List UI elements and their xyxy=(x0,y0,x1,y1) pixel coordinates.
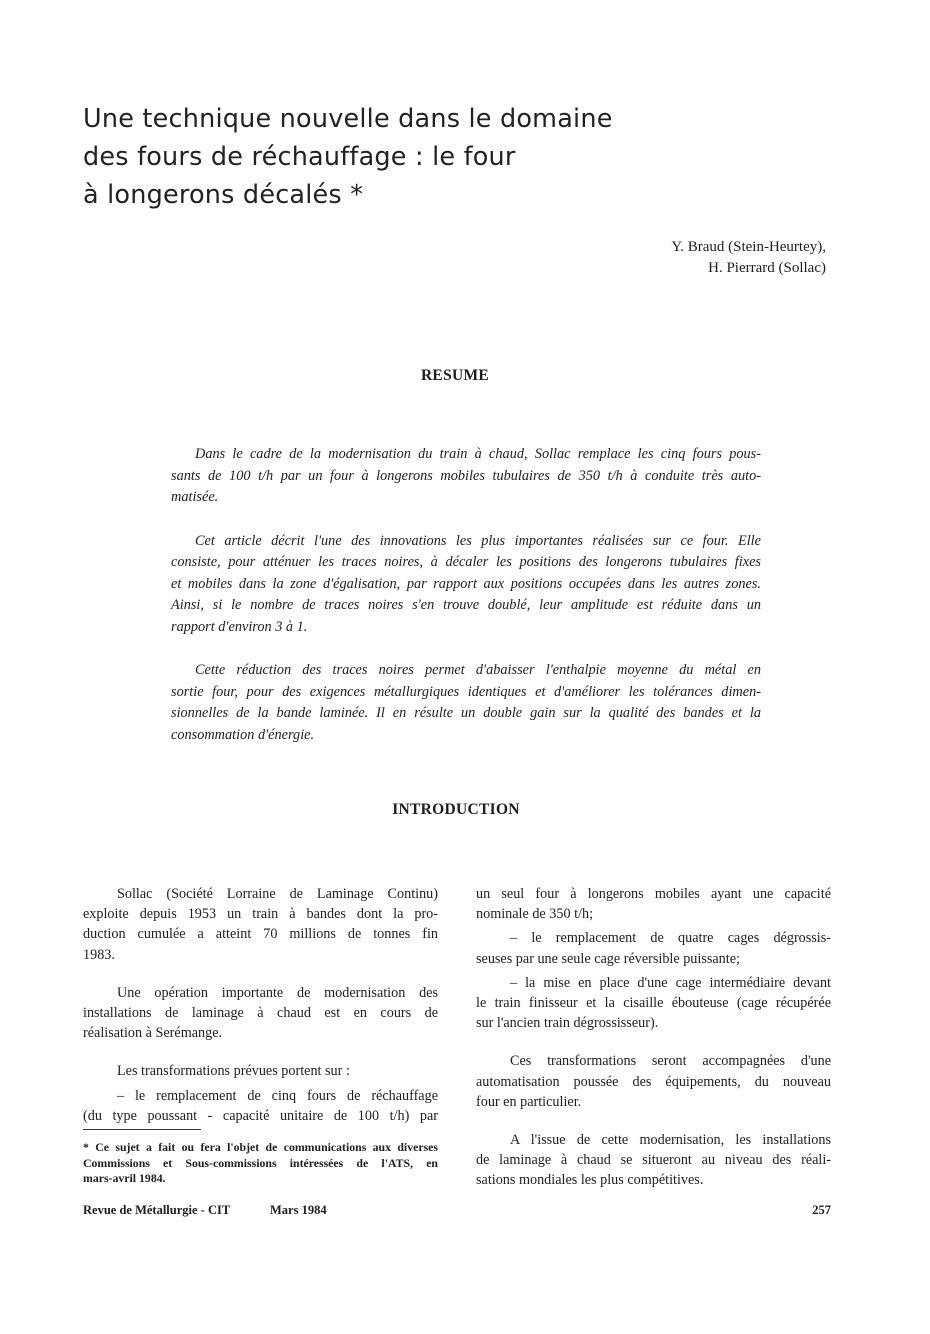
text-line: matisée. xyxy=(171,489,219,505)
footnote-line: Commissions et Sous-commissions intéressées de l'ATS, en xyxy=(83,1155,438,1170)
text-line: sants de 100 t/h par un four à longerons mobiles tubulaires de 350 t/h à conduite très auto- xyxy=(171,467,761,484)
body-paragraph xyxy=(476,884,831,924)
abstract-paragraph xyxy=(171,444,761,509)
text-line: et mobiles dans la zone d'égalisation, par rapport aux positions occupées dans les autres zones. xyxy=(171,575,761,592)
text-line: installations de laminage à chaud est en cours de xyxy=(83,1005,438,1022)
resume-heading: RESUME xyxy=(420,367,490,384)
text-line: Dans le cadre de la modernisation du train à chaud, Sollac remplace les cinq fours pous- xyxy=(195,446,761,462)
body-paragraph xyxy=(83,1061,438,1081)
footnote-line: mars-avril 1984. xyxy=(83,1171,166,1185)
issue-date: Mars 1984 xyxy=(270,1203,327,1217)
author-line: Y. Braud (Stein-Heurtey), xyxy=(671,239,826,255)
body-paragraph xyxy=(476,973,831,1034)
text-line: four en particulier. xyxy=(476,1093,582,1110)
text-line: consommation d'énergie. xyxy=(171,726,315,743)
body-paragraph xyxy=(476,1051,831,1112)
footnote xyxy=(83,1140,438,1187)
introduction-heading: INTRODUCTION xyxy=(392,801,520,818)
text-line: seuses par une seule cage réversible puissante; xyxy=(476,950,740,967)
text-line: automatisation poussée des équipements, du nouveau xyxy=(476,1073,831,1090)
body-paragraph xyxy=(83,884,438,965)
text-line: Ainsi, si le nombre de traces noires s'en trouve doublé, leur amplitude est réduite dans un xyxy=(171,597,761,613)
abstract-paragraph xyxy=(171,660,761,746)
text-line: de laminage à chaud se situeront au niveau des réali- xyxy=(476,1152,831,1169)
title-line: à longerons décalés * xyxy=(83,180,364,210)
title-line: des fours de réchauffage : le four xyxy=(83,142,516,172)
authors xyxy=(671,237,826,279)
text-line: duction cumulée a atteint 70 millions de tonnes fin xyxy=(83,926,438,943)
text-line: Cet article décrit l'une des innovations les plus importantes réalisées sur ce four. Elle xyxy=(195,532,761,549)
abstract-paragraph xyxy=(171,531,761,639)
text-line: 1983. xyxy=(83,946,115,963)
footnote-line: * Ce sujet a fait ou fera l'objet de communications aux diverses xyxy=(83,1140,438,1154)
page-number: 257 xyxy=(812,1203,831,1217)
text-line: sur l'ancien train dégrossisseur). xyxy=(476,1015,659,1032)
text-line: un seul four à longerons mobiles ayant une capacité xyxy=(476,886,831,902)
right-column xyxy=(476,884,831,1209)
text-line: Cette réduction des traces noires permet d'abaisser l'enthalpie moyenne du métal en xyxy=(195,662,761,678)
text-line: rapport d'environ 3 à 1. xyxy=(171,618,308,635)
text-line: (du type poussant - capacité unitaire de 100 t/h) par xyxy=(83,1107,438,1124)
text-line: – la mise en place d'une cage intermédiaire devant xyxy=(510,974,831,991)
body-paragraph xyxy=(476,1130,831,1191)
text-line: sionnelles de la bande laminée. Il en résulte un double gain sur la qualité des bandes et la xyxy=(171,705,761,721)
text-line: sortie four, pour des exigences métallurgiques identiques et d'améliorer les tolérances dimen- xyxy=(171,683,761,700)
text-line: A l'issue de cette modernisation, les installations xyxy=(510,1132,831,1149)
left-column xyxy=(83,884,438,1144)
article-title xyxy=(83,100,733,214)
text-line: Sollac (Société Lorraine de Laminage Continu) xyxy=(117,886,438,902)
footnote-divider xyxy=(83,1129,201,1130)
text-line: consiste, pour atténuer les traces noires, à décaler les positions des longerons tubulaires fixes xyxy=(171,554,761,570)
text-line: nominale de 350 t/h; xyxy=(476,906,594,923)
text-line: – le remplacement de quatre cages dégrossis- xyxy=(510,930,831,947)
text-line: Les transformations prévues portent sur : xyxy=(117,1063,350,1080)
text-line: Ces transformations seront accompagnées d'une xyxy=(510,1053,831,1070)
text-line: exploite depuis 1953 un train à bandes dont la pro- xyxy=(83,906,438,923)
body-paragraph xyxy=(83,1086,438,1126)
text-line: Une opération importante de modernisation des xyxy=(117,984,438,1001)
journal-name: Revue de Métallurgie - CIT xyxy=(83,1203,231,1217)
text-line: sations mondiales les plus compétitives. xyxy=(476,1172,704,1189)
author-line: H. Pierrard (Sollac) xyxy=(708,260,826,276)
text-line: – le remplacement de cinq fours de réchauffage xyxy=(117,1087,438,1104)
body-paragraph xyxy=(476,928,831,968)
abstract xyxy=(171,444,761,768)
text-line: le train finisseur et la cisaille ébouteuse (cage récupérée xyxy=(476,995,831,1012)
body-paragraph xyxy=(83,983,438,1044)
title-line: Une technique nouvelle dans le domaine xyxy=(83,104,613,134)
text-line: réalisation à Serémange. xyxy=(83,1025,223,1042)
